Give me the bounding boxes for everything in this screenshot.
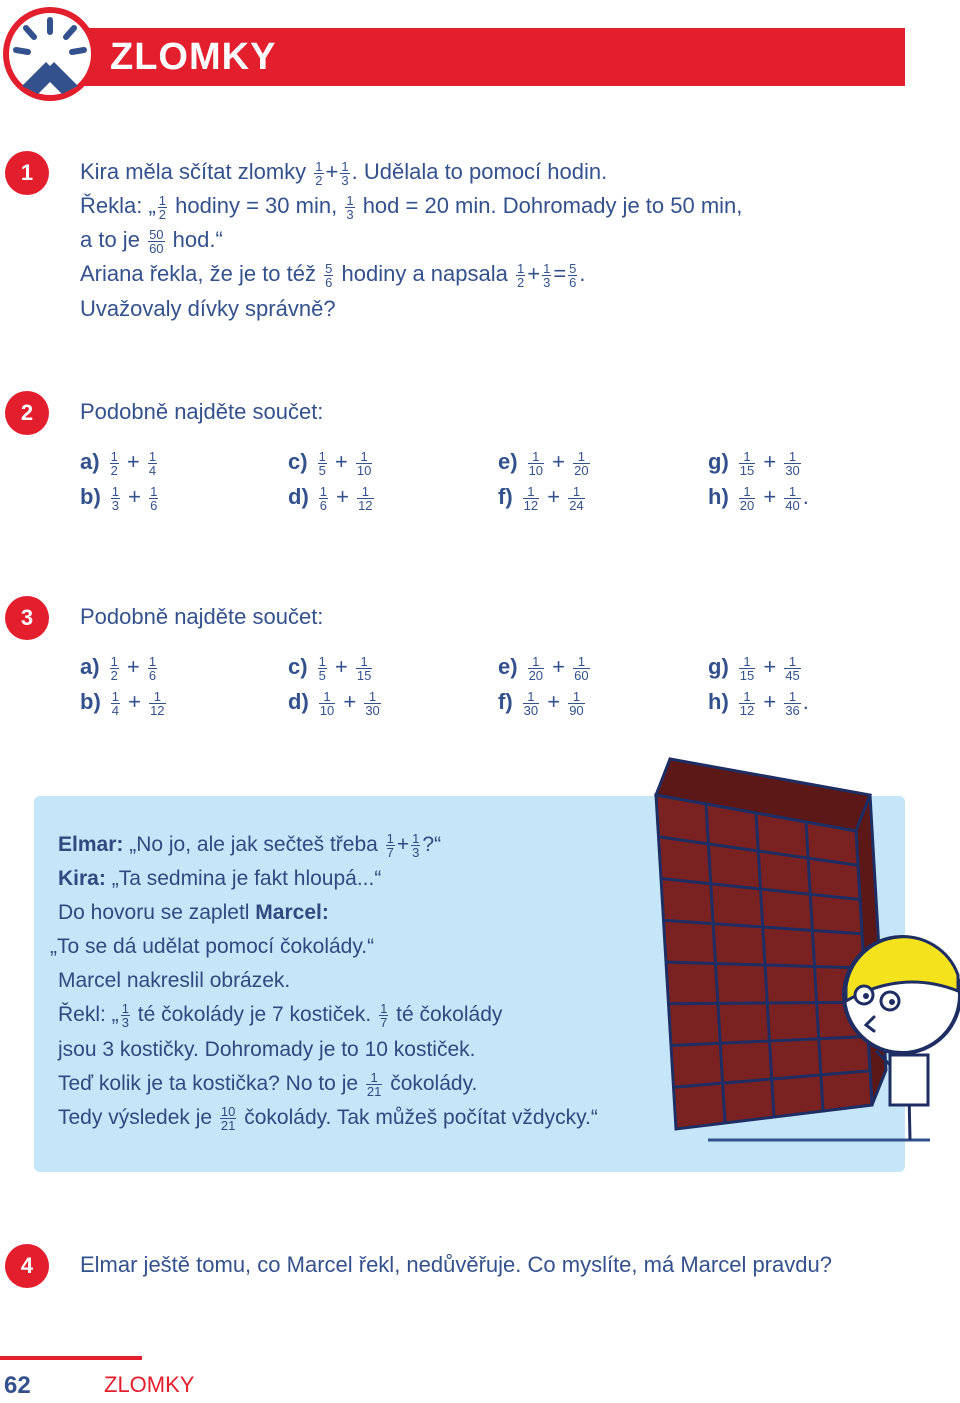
fraction: $\frac{1}{30}$	[785, 448, 800, 478]
task-3-prompt: Podobně najděte součet:	[80, 604, 324, 629]
fraction: $\frac{5}{6}$	[569, 260, 577, 290]
fraction: $\frac{1}{40}$	[785, 483, 800, 513]
fraction: $\frac{1}{36}$	[785, 688, 800, 718]
task-2-badge: 2	[5, 391, 49, 435]
task-1-line-3: a to je $\frac{50}{60}$ hod.“	[80, 226, 223, 256]
chocolate-grid-line	[669, 1002, 867, 1004]
fraction: $\frac{1}{4}$	[111, 688, 119, 718]
dialog-line-5: Marcel nakreslil obrázek.	[58, 969, 291, 992]
fraction: $\frac{1}{10}$	[319, 688, 335, 718]
exercise-g: g) $\frac{1}{15}$ + $\frac{1}{30}$	[708, 448, 800, 478]
fraction: $\frac{1}{2}$	[110, 653, 118, 683]
fraction: $\frac{1}{24}$	[569, 483, 584, 513]
dialog-line-4: „To se dá udělat pomocí čokolády.“	[50, 935, 375, 958]
fraction: $\frac{1}{4}$	[148, 448, 157, 478]
fraction: $\frac{1}{20}$	[739, 483, 755, 513]
exercise-d: d) $\frac{1}{6}$ + $\frac{1}{12}$	[288, 483, 373, 513]
fraction: $\frac{1}{7}$	[380, 1000, 388, 1030]
fraction: $\frac{1}{30}$	[523, 688, 539, 718]
exercise-b: b) $\frac{1}{4}$ + $\frac{1}{12}$	[80, 688, 165, 718]
fraction: $\frac{50}{60}$	[149, 226, 164, 256]
exercise-c: c) $\frac{1}{5}$ + $\frac{1}{15}$	[288, 653, 372, 683]
footer-rule	[0, 1356, 142, 1360]
fraction: $\frac{1}{10}$	[528, 448, 544, 478]
dialog-line-2: Kira: „Ta sedmina je fakt hloupá...“	[58, 867, 382, 890]
fraction: $\frac{1}{6}$	[148, 653, 157, 683]
fraction: $\frac{1}{7}$	[386, 830, 394, 860]
dialog-line-3: Do hovoru se zapletl Marcel:	[58, 901, 329, 924]
fraction: $\frac{1}{3}$	[543, 260, 551, 290]
fraction: $\frac{1}{3}$	[341, 158, 349, 188]
fraction: $\frac{1}{2}$	[315, 158, 323, 188]
fraction: $\frac{1}{6}$	[150, 483, 158, 513]
fraction: $\frac{10}{21}$	[220, 1103, 236, 1133]
fraction: $\frac{5}{6}$	[325, 260, 333, 290]
exercise-h: h) $\frac{1}{12}$ + $\frac{1}{36}$ .	[708, 688, 809, 718]
chapter-logo-icon	[2, 6, 98, 102]
fraction: $\frac{1}{10}$	[356, 448, 372, 478]
exercise-b: b) $\frac{1}{3}$ + $\frac{1}{6}$	[80, 483, 158, 513]
chocolate-bar-illustration	[640, 755, 960, 1150]
task-1-badge: 1	[5, 151, 49, 195]
fraction: $\frac{1}{3}$	[121, 1000, 129, 1030]
fraction: $\frac{1}{20}$	[528, 653, 544, 683]
exercise-e: e) $\frac{1}{10}$ + $\frac{1}{20}$	[498, 448, 589, 478]
fraction: $\frac{1}{15}$	[356, 653, 372, 683]
exercise-a: a) $\frac{1}{2}$ + $\frac{1}{4}$	[80, 448, 157, 478]
fraction: $\frac{1}{20}$	[574, 448, 589, 478]
fraction: $\frac{1}{2}$	[158, 192, 167, 222]
fraction: $\frac{1}{5}$	[318, 448, 326, 478]
task-3-badge: 3	[5, 596, 49, 640]
exercise-h: h) $\frac{1}{20}$ + $\frac{1}{40}$ .	[708, 483, 809, 513]
dialog-line-9: Tedy výsledek je $\frac{10}{21}$ čokolády. Tak můžeš počítat vždycky.“	[58, 1103, 598, 1133]
task-1-line-5: Uvažovaly dívky správně?	[80, 296, 336, 321]
exercise-a: a) $\frac{1}{2}$ + $\frac{1}{6}$	[80, 653, 157, 683]
exercise-d: d) $\frac{1}{10}$ + $\frac{1}{30}$	[288, 688, 380, 718]
fraction: $\frac{1}{3}$	[412, 830, 420, 860]
exercise-f: f) $\frac{1}{12}$ + $\frac{1}{24}$	[498, 483, 584, 513]
task-4-badge: 4	[5, 1244, 49, 1288]
fraction: $\frac{1}{90}$	[569, 688, 584, 718]
dialog-line-7: jsou 3 kostičky. Dohromady je to 10 kostiček.	[58, 1038, 476, 1061]
fraction: $\frac{1}{45}$	[785, 653, 800, 683]
exercise-c: c) $\frac{1}{5}$ + $\frac{1}{10}$	[288, 448, 372, 478]
fraction: $\frac{1}{30}$	[365, 688, 380, 718]
footer-title: ZLOMKY	[104, 1372, 195, 1397]
task-1-line-2: Řekla: „ $\frac{1}{2}$ hodiny = 30 min, $\frac{1}{3}$ hod = 20 min. Dohromady je to 50 min,	[80, 192, 743, 222]
fraction: $\frac{1}{21}$	[366, 1069, 382, 1099]
fraction: $\frac{1}{2}$	[110, 448, 118, 478]
task-1-line-1: Kira měla sčítat zlomky $\frac{1}{2}$ + $\frac{1}{3}$ . Udělala to pomocí hodin.	[80, 158, 608, 188]
exercise-f: f) $\frac{1}{30}$ + $\frac{1}{90}$	[498, 688, 584, 718]
fraction: $\frac{1}{12}$	[358, 483, 373, 513]
dialog-line-8: Teď kolik je ta kostička? No to je $\frac{1}{21}$ čokolády.	[58, 1069, 478, 1099]
dialog-line-1: Elmar: „No jo, ale jak sečteš třeba $\frac{1}{7}$ + $\frac{1}{3}$ ?“	[58, 830, 442, 860]
fraction: $\frac{1}{6}$	[319, 483, 327, 513]
fraction: $\frac{1}{3}$	[111, 483, 119, 513]
character-marcel	[844, 937, 960, 1140]
task-2-prompt: Podobně najděte součet:	[80, 399, 324, 424]
fraction: $\frac{1}{3}$	[346, 192, 354, 222]
fraction: $\frac{1}{15}$	[739, 448, 755, 478]
fraction: $\frac{1}{12}$	[523, 483, 539, 513]
exercise-e: e) $\frac{1}{20}$ + $\frac{1}{60}$	[498, 653, 589, 683]
task-4-text: Elmar ještě tomu, co Marcel řekl, nedůvěřuje. Co myslíte, má Marcel pravdu?	[80, 1252, 832, 1277]
fraction: $\frac{1}{2}$	[516, 260, 525, 290]
fraction: $\frac{1}{12}$	[150, 688, 165, 718]
exercise-g: g) $\frac{1}{15}$ + $\frac{1}{45}$	[708, 653, 800, 683]
fraction: $\frac{1}{12}$	[739, 688, 755, 718]
fraction: $\frac{1}{60}$	[574, 653, 589, 683]
task-1-line-4: Ariana řekla, že je to též $\frac{5}{6}$ hodiny a napsala $\frac{1}{2}$ + $\frac{1}{3}$ = $\frac{5}{6}$ .	[80, 260, 586, 290]
fraction: $\frac{1}{15}$	[739, 653, 755, 683]
fraction: $\frac{1}{5}$	[318, 653, 326, 683]
chapter-title: ZLOMKY	[110, 36, 277, 78]
dialog-line-6: Řekl: „ $\frac{1}{3}$ té čokolády je 7 kostiček. $\frac{1}{7}$ té čokolády	[58, 1000, 503, 1030]
page-number: 62	[4, 1372, 31, 1399]
